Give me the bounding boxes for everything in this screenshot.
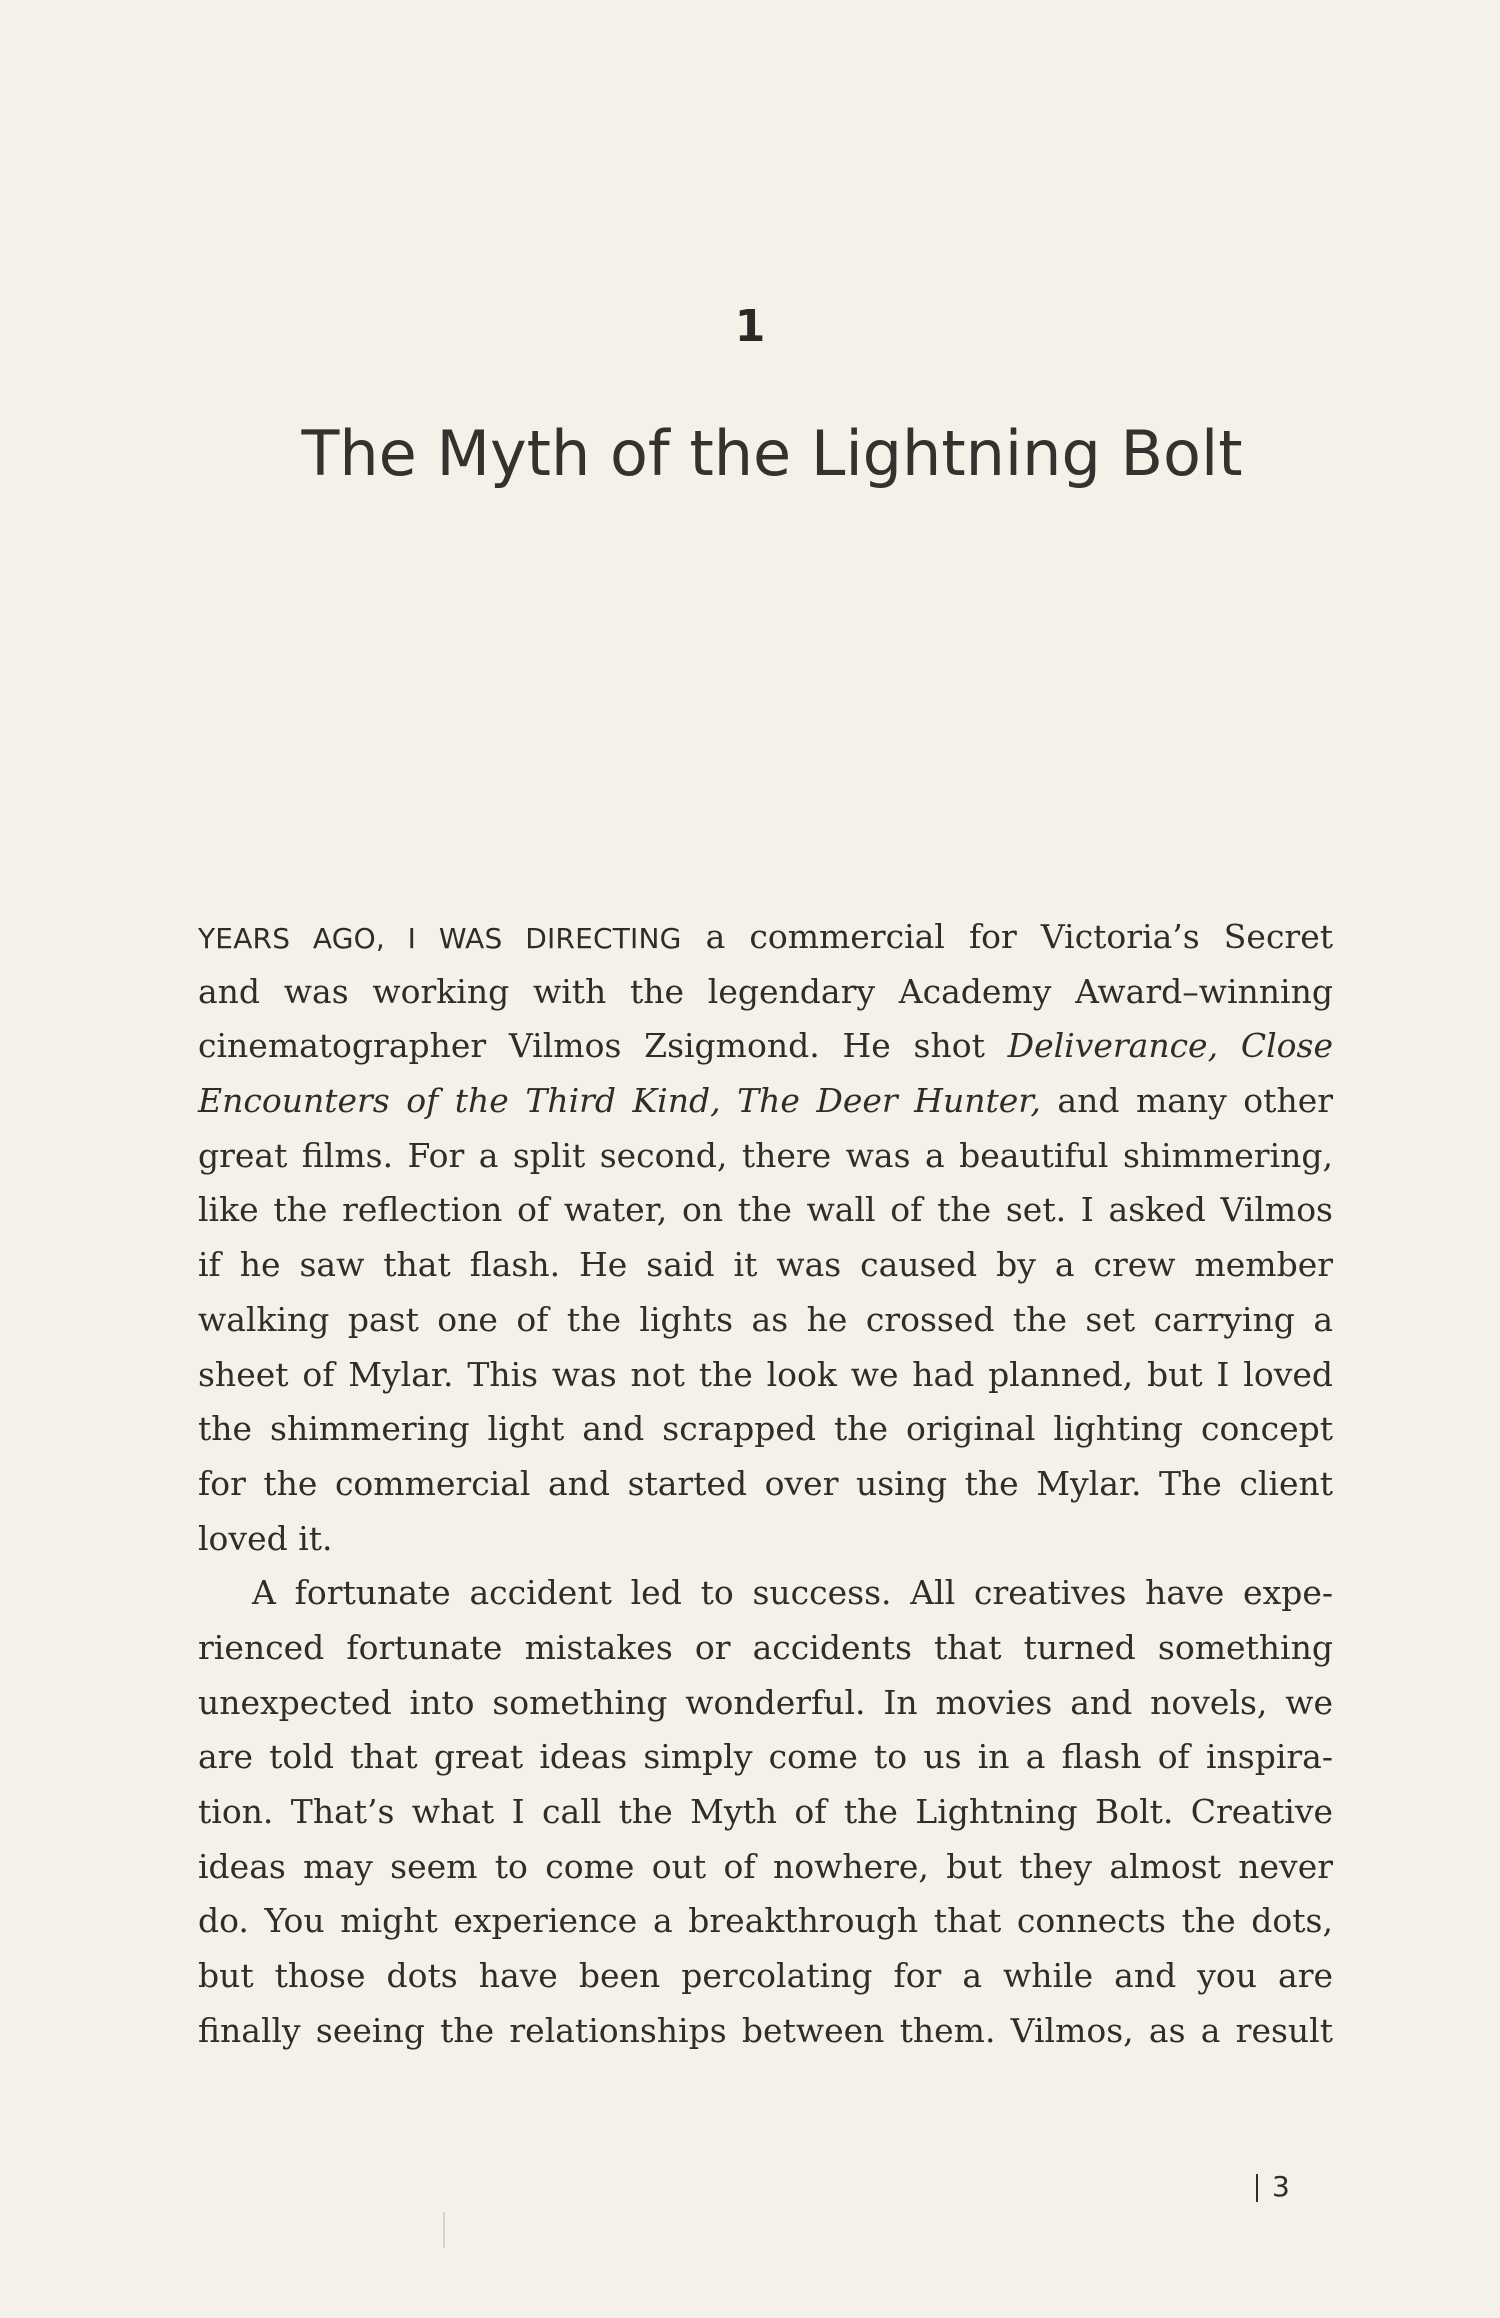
paragraph-2-line-6: ideas may seem to come out of nowhere, but they almost never: [198, 1846, 1333, 1886]
film-title-deer-hunter: The Deer Hunter,: [737, 1081, 1041, 1121]
paragraph-1-line-10: the shimmering light and scrapped the original lighting concept: [198, 1409, 1333, 1449]
chapter-body: [198, 910, 1333, 2058]
paragraph-2-line-1: A fortunate accident led to success. All creatives have expe-: [252, 1573, 1333, 1613]
paragraph-1-line-6: like the reflection of water, on the wall of the set. I asked Vilmos: [198, 1190, 1333, 1230]
line-4-after-italics: and many other: [1040, 1081, 1333, 1121]
film-title-close: Close: [1240, 1026, 1333, 1066]
page-gutter-mark: [443, 2212, 445, 2248]
paragraph-2-line-5: tion. That’s what I call the Myth of the Lightning Bolt. Creative: [198, 1792, 1333, 1831]
paragraph-2-line-7: do. You might experience a breakthrough that connects the dots,: [198, 1901, 1333, 1941]
line-3-before-italics: cinematographer Vilmos Zsigmond. He shot: [198, 1026, 1008, 1066]
paragraph-1-line-9: sheet of Mylar. This was not the look we had planned, but I loved: [198, 1354, 1333, 1394]
opening-line-remainder: a commercial for Victoria’s Secret: [681, 917, 1333, 956]
paragraph-1-line-11: for the commercial and started over using the Mylar. The client: [198, 1463, 1333, 1503]
page-number: 3: [1272, 2170, 1290, 2203]
paragraph-1-line-12: loved it.: [198, 1518, 333, 1558]
paragraph-1-line-8: walking past one of the lights as he crossed the set carrying a: [198, 1299, 1333, 1339]
opening-small-caps: YEARS AGO, I WAS DIRECTING: [198, 922, 682, 955]
paragraph-1-line-1: [198, 910, 1333, 965]
paragraph-2-line-8: but those dots have been percolating for a while and you are: [198, 1956, 1333, 1996]
folio-rule: [1256, 2174, 1258, 2202]
paragraph-1-line-3: [198, 1019, 1333, 1074]
paragraph-1-line-2: and was working with the legendary Academy Award–winning: [198, 971, 1333, 1011]
page-footer: [1256, 2170, 1336, 2204]
paragraph-2-line-4: are told that great ideas simply come to us in a flash of inspira-: [198, 1737, 1333, 1777]
film-title-deliverance: Deliverance,: [1007, 1026, 1219, 1066]
paragraph-2-line-2: rienced fortunate mistakes or accidents that turned something: [198, 1627, 1333, 1667]
paragraph-1-line-5: great films. For a split second, there was a beautiful shimmering,: [198, 1135, 1333, 1175]
paragraph-2-line-9: finally seeing the relationships between them. Vilmos, as a result: [198, 2010, 1333, 2050]
paragraph-1-line-7: if he saw that flash. He said it was caused by a crew member: [198, 1245, 1333, 1285]
film-title-close-encounters: Encounters of the Third Kind,: [198, 1081, 721, 1121]
paragraph-2-line-3: unexpected into something wonderful. In movies and novels, we: [198, 1682, 1333, 1722]
chapter-title: The Myth of the Lightning Bolt: [301, 417, 1243, 490]
chapter-number: 1: [734, 301, 766, 352]
paragraph-1-line-4: [198, 1074, 1333, 1129]
